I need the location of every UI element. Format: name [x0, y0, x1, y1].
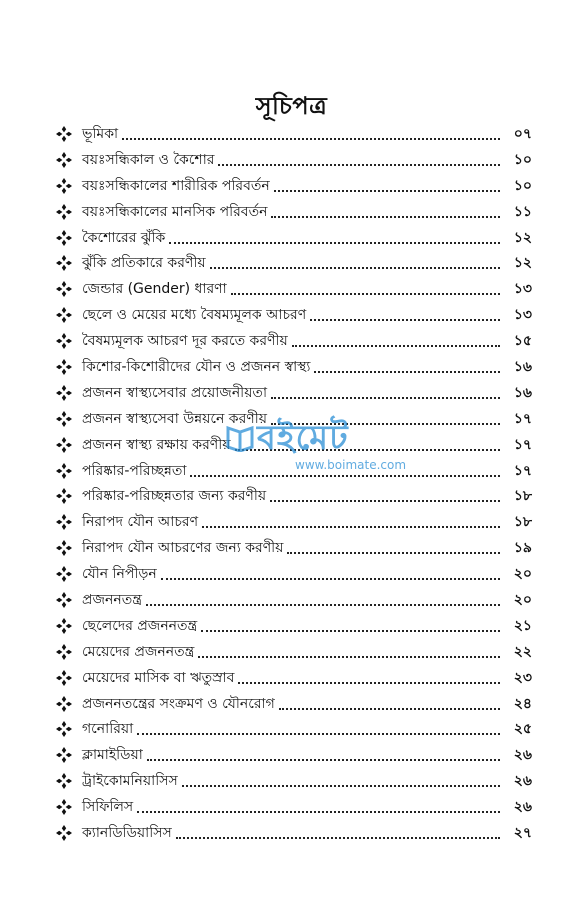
toc-entry: [56, 276, 532, 302]
toc-entry-title: নিরাপদ যৌন আচরণ: [82, 514, 199, 531]
four-diamond-bullet-icon: [56, 359, 82, 375]
four-diamond-bullet-icon: [56, 799, 82, 815]
dot-leader: [201, 628, 500, 632]
dot-leader: [235, 447, 500, 451]
toc-entry-page-number: ২১: [513, 617, 532, 634]
dot-leader: [169, 240, 500, 244]
dot-leader: [122, 136, 500, 140]
page-title: সূচিপত্র: [255, 92, 328, 120]
watermark-url: www.boimate.com: [295, 458, 407, 472]
toc-entry: [56, 147, 532, 173]
toc-entry-page-number: ২২: [513, 643, 532, 660]
dot-leader: [137, 731, 500, 735]
toc-entry: [56, 225, 532, 251]
toc-entry: [56, 561, 532, 587]
toc-entry-title: ক্লামাইডিয়া: [82, 747, 143, 764]
toc-entry-title: পরিষ্কার-পরিচ্ছন্নতার জন্য করণীয়: [82, 488, 267, 505]
toc-entry: [56, 121, 532, 147]
toc-entry-page-number: ১৯: [513, 540, 532, 557]
dot-leader: [210, 265, 500, 269]
four-diamond-bullet-icon: [56, 230, 82, 246]
toc-entry-title: ক্যানডিডিয়াসিস: [82, 824, 172, 841]
four-diamond-bullet-icon: [56, 411, 82, 427]
toc-entry-title: যৌন নিপীড়ন: [82, 566, 157, 583]
toc-entry: [56, 742, 532, 768]
toc-entry: [56, 483, 532, 509]
toc-entry-title: ভূমিকা: [82, 125, 119, 142]
toc-entry-title: বয়ঃসন্ধিকালের মানসিক পরিবর্তন: [82, 203, 268, 220]
dot-leader: [202, 524, 500, 528]
toc-entry: [56, 535, 532, 561]
four-diamond-bullet-icon: [56, 540, 82, 556]
toc-entry-page-number: ২৬: [513, 799, 532, 816]
dot-leader: [182, 783, 500, 787]
toc-entry-title: পরিষ্কার-পরিচ্ছন্নতা: [82, 462, 187, 479]
toc-entry-title: জেন্ডার (Gender) ধারণা: [82, 281, 227, 298]
toc-entry-page-number: ১৭: [513, 410, 532, 427]
toc-entry-title: প্রজননতন্ত্র: [82, 591, 142, 608]
four-diamond-bullet-icon: [56, 385, 82, 401]
toc-entry-page-number: ১৩: [513, 281, 532, 298]
dot-leader: [147, 757, 500, 761]
toc-entry-page-number: ২৭: [513, 824, 532, 841]
toc-entry-page-number: ১৭: [513, 436, 532, 453]
four-diamond-bullet-icon: [56, 333, 82, 349]
dot-leader: [310, 317, 500, 321]
toc-entry: [56, 328, 532, 354]
dot-leader: [231, 291, 500, 295]
toc-entry: [56, 302, 532, 328]
dot-leader: [271, 421, 500, 425]
dot-leader: [137, 809, 500, 813]
toc-entry: [56, 691, 532, 717]
four-diamond-bullet-icon: [56, 670, 82, 686]
dot-leader: [271, 214, 500, 218]
toc-entry: [56, 432, 532, 458]
four-diamond-bullet-icon: [56, 721, 82, 737]
toc-entry-page-number: ১৬: [513, 384, 532, 401]
four-diamond-bullet-icon: [56, 825, 82, 841]
four-diamond-bullet-icon: [56, 152, 82, 168]
dot-leader: [198, 654, 500, 658]
toc-entry: [56, 173, 532, 199]
toc-entry-title: ট্রাইকোমনিয়াসিস: [82, 773, 178, 790]
toc-entry-title: কিশোর-কিশোরীদের যৌন ও প্রজনন স্বাস্থ্য: [82, 358, 311, 375]
toc-entry: [56, 458, 532, 484]
four-diamond-bullet-icon: [56, 307, 82, 323]
toc-entry-title: প্রজনন স্বাস্থ্য রক্ষায় করণীয়: [82, 436, 231, 453]
watermark-brand: বইমেট: [257, 418, 349, 458]
toc-entry-title: প্রজনন স্বাস্থ্যসেবা উন্নয়নে করণীয়: [82, 410, 268, 427]
toc-entry-page-number: ১২: [513, 229, 532, 246]
four-diamond-bullet-icon: [56, 644, 82, 660]
dot-leader: [274, 188, 500, 192]
dot-leader: [287, 550, 500, 554]
toc-entry-page-number: ১৬: [513, 358, 532, 375]
toc-entry-title: মেয়েদের প্রজননতন্ত্র: [82, 643, 195, 660]
toc-entry: [56, 587, 532, 613]
toc-entry: [56, 250, 532, 276]
four-diamond-bullet-icon: [56, 463, 82, 479]
toc-entry: [56, 380, 532, 406]
toc-entry-title: ছেলেদের প্রজননতন্ত্র: [82, 617, 198, 634]
four-diamond-bullet-icon: [56, 773, 82, 789]
four-diamond-bullet-icon: [56, 592, 82, 608]
toc-entry-page-number: ১৭: [513, 462, 532, 479]
toc-entry-page-number: ১০: [513, 177, 532, 194]
toc-entry-title: বৈষম্যমূলক আচরণ দূর করতে করণীয়: [82, 333, 288, 350]
toc-entry-title: কৈশোরের ঝুঁকি: [82, 229, 166, 246]
toc-entry: [56, 354, 532, 380]
dot-leader: [190, 473, 500, 477]
four-diamond-bullet-icon: [56, 437, 82, 453]
toc-entry: [56, 199, 532, 225]
dot-leader: [279, 706, 500, 710]
dot-leader: [314, 369, 500, 373]
toc-entry-page-number: ২০: [513, 591, 532, 608]
toc-entry-title: প্রজননতন্ত্রের সংক্রমণ ও যৌনরোগ: [82, 695, 275, 712]
four-diamond-bullet-icon: [56, 514, 82, 530]
toc-entry-title: প্রজনন স্বাস্থ্যসেবার প্রয়োজনীয়তা: [82, 384, 268, 401]
toc-entry-page-number: ২০: [513, 566, 532, 583]
toc-entry-title: বয়ঃসন্ধিকাল ও কৈশোর: [82, 151, 215, 168]
dot-leader: [292, 343, 500, 347]
dot-leader: [218, 162, 500, 166]
toc-entry: [56, 716, 532, 742]
toc-entry: [56, 820, 532, 846]
four-diamond-bullet-icon: [56, 281, 82, 297]
toc-entry: [56, 639, 532, 665]
toc-entry-page-number: ১১: [513, 203, 532, 220]
toc-entry-title: মেয়েদের মাসিক বা ঋতুস্রাব: [82, 669, 235, 686]
four-diamond-bullet-icon: [56, 488, 82, 504]
toc-entry-title: ছেলে ও মেয়ের মধ্যে বৈষম্যমূলক আচরণ: [82, 307, 307, 324]
four-diamond-bullet-icon: [56, 178, 82, 194]
dot-leader: [146, 602, 500, 606]
toc-entry: [56, 613, 532, 639]
four-diamond-bullet-icon: [56, 126, 82, 142]
dot-leader: [176, 835, 500, 839]
toc-entry-title: সিফিলিস: [82, 799, 134, 816]
toc-entry-page-number: ১৩: [513, 307, 532, 324]
four-diamond-bullet-icon: [56, 747, 82, 763]
four-diamond-bullet-icon: [56, 204, 82, 220]
toc-entry-title: গনোরিয়া: [82, 721, 134, 738]
table-of-contents: [56, 121, 532, 846]
toc-entry-page-number: ১৮: [513, 514, 532, 531]
dot-leader: [238, 680, 500, 684]
toc-entry-page-number: ১৫: [513, 333, 532, 350]
toc-entry-page-number: ২৩: [513, 669, 532, 686]
four-diamond-bullet-icon: [56, 566, 82, 582]
toc-entry: [56, 794, 532, 820]
toc-entry-title: নিরাপদ যৌন আচরণের জন্য করণীয়: [82, 540, 284, 557]
toc-entry: [56, 665, 532, 691]
toc-entry-page-number: ১০: [513, 151, 532, 168]
toc-entry-page-number: ২৬: [513, 773, 532, 790]
toc-entry: [56, 509, 532, 535]
dot-leader: [271, 395, 500, 399]
toc-entry-title: ঝুঁকি প্রতিকারে করণীয়: [82, 255, 206, 272]
dot-leader: [270, 498, 500, 502]
toc-entry-page-number: ২৫: [513, 721, 532, 738]
toc-entry-page-number: ২৬: [513, 747, 532, 764]
four-diamond-bullet-icon: [56, 618, 82, 634]
toc-entry-page-number: ১২: [513, 255, 532, 272]
four-diamond-bullet-icon: [56, 255, 82, 271]
toc-entry: [56, 406, 532, 432]
dot-leader: [161, 576, 500, 580]
toc-entry-page-number: ১৮: [513, 488, 532, 505]
toc-entry: [56, 768, 532, 794]
toc-entry-page-number: ০৭: [513, 125, 532, 142]
four-diamond-bullet-icon: [56, 696, 82, 712]
toc-entry-page-number: ২৪: [513, 695, 532, 712]
toc-entry-title: বয়ঃসন্ধিকালের শারীরিক পরিবর্তন: [82, 177, 270, 194]
